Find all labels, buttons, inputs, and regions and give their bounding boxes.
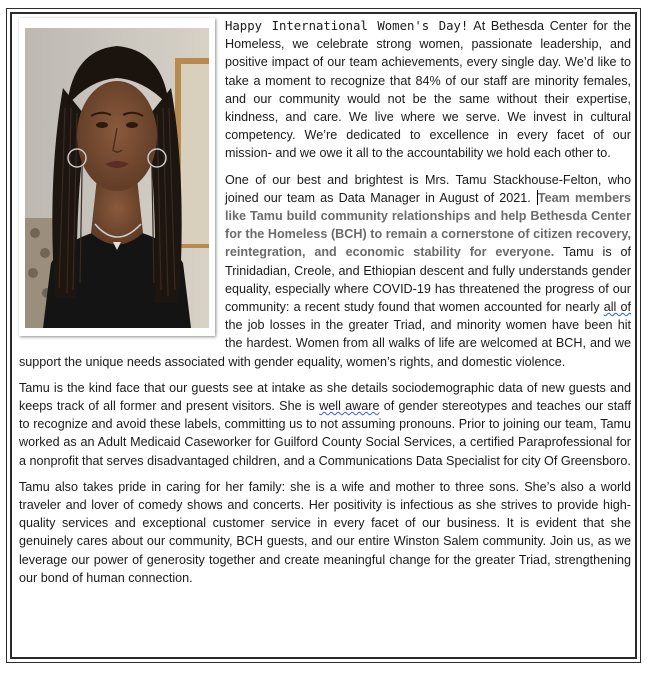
document-body[interactable] — [19, 17, 631, 595]
tamu-intro-text: One of our best and brightest is Mrs. Tamu Stackhouse-Felton, who joined our team as Data Manager in August of 2021. — [225, 172, 631, 205]
grammar-flagged-phrase[interactable]: well aware — [319, 399, 380, 414]
tamu-role-text: Tamu is the kind face that our guests see at intake as she details sociodemographic data of new guests and keeps track of all former and present visitors. She is — [19, 380, 631, 414]
intro-greeting: Happy International Women's Day! — [225, 19, 469, 33]
tamu-role-text-end: of gender stereotypes and teaches our staff to recognize and avoid these labels, committing us to not assuming pronouns. Prior to joining our team, Tamu worked as an Adult Medicaid Caseworker for Guilford County Social Services, a certified Paraprofessional for a nonprofit that serves disadvantaged children, and a Communications Data Specialist for city Of Greensboro. — [19, 399, 632, 468]
tamu-family-paragraph — [19, 478, 631, 587]
highlighted-statement: Team members like Tamu build community relationships and help Bethesda Center for the Homeless (BCH) to remain a cornerstone of citizen recovery, reintegration, and economic stability for everyone. — [225, 190, 631, 260]
tamu-background-text: Tamu is of Trinidadian, Creole, and Ethiopian descent and fully understands gender equality, especially where COVID-19 has threatened the progress of our community: a recent study found that women accounted for nearly — [225, 245, 631, 315]
tamu-family-text: Tamu also takes pride in caring for her family: she is a wife and mother to three sons. She’s also a world traveler and lover of comedy shows and concerts. Her positivity is infectious as she strives to provide high-quality services and exceptional customer service in every facet of our business. It is evident that she genuinely cares about our community, BCH guests, and our entire Winston Salem community. Join us, as we leverage our power of generosity together and create meaningful change for the greater Triad, strengthening our bond of human connection. — [19, 479, 631, 585]
tamu-background-text-end: the job losses in the greater Triad, and minority women have been hit the hardest. Women from all walks of life are welcomed at BCH, and we support the unique needs associated with gender equality, women’s rights, and domestic violence. — [19, 318, 631, 369]
portrait-photo-frame[interactable] — [19, 18, 215, 336]
portrait-photo — [25, 28, 209, 328]
tamu-role-paragraph — [19, 379, 631, 470]
intro-text: At Bethesda Center for the Homeless, we celebrate strong women, passionate leadership, and positive impact of our team achievements, every single day. We’d like to take a moment to recognize that 84% of our staff are minority females, and our community would not be the same without their expertise, kindness, and care. We live where we serve. We invest in cultural competency. We’re dedicated to excellence in every facet of our mission- and we owe it all to the accountability we hold each other to. — [225, 19, 631, 161]
grammar-flagged-phrase[interactable]: all of — [603, 300, 631, 315]
